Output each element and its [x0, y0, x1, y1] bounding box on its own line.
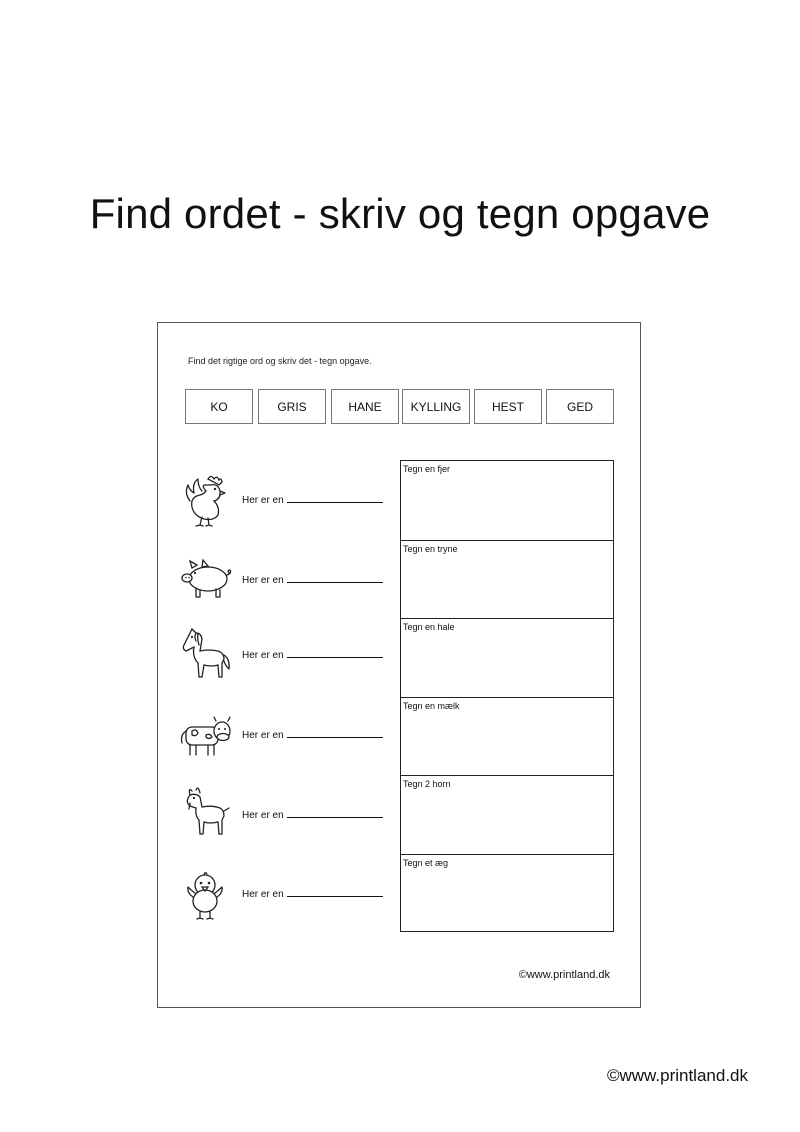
- draw-task-label: Tegn en fjer: [403, 464, 451, 474]
- worksheet-instruction: Find det rigtige ord og skriv det - tegn opgave.: [188, 356, 372, 366]
- page-title: Find ordet - skriv og tegn opgave: [89, 190, 711, 237]
- draw-task-label: Tegn en hale: [403, 622, 455, 632]
- draw-task-label: Tegn en tryne: [403, 543, 458, 554]
- rooster-icon: [178, 471, 234, 527]
- draw-task-label: Tegn 2 horn: [403, 779, 451, 789]
- worksheet-credit: ©www.printland.dk: [518, 969, 610, 981]
- draw-box-horns[interactable]: [401, 775, 613, 854]
- page-credit: ©www.printland.dk: [606, 1066, 748, 1085]
- cow-icon: [178, 707, 234, 763]
- draw-box-milk[interactable]: [401, 697, 613, 776]
- worksheet-preview: [157, 322, 641, 1008]
- draw-box-egg[interactable]: [401, 854, 613, 933]
- answer-row-5[interactable]: Her er en: [242, 808, 383, 821]
- answer-row-2[interactable]: Her er en: [242, 573, 383, 586]
- answer-row-1[interactable]: Her er en: [242, 493, 383, 506]
- answer-blank[interactable]: [287, 808, 383, 818]
- pig-icon: [178, 551, 234, 607]
- draw-box-snout[interactable]: [401, 540, 613, 619]
- draw-task-label: Tegn en mælk: [403, 700, 460, 711]
- answer-blank[interactable]: [287, 493, 383, 503]
- answer-row-3[interactable]: Her er en: [242, 648, 383, 661]
- word-box-hane: HANE: [331, 389, 399, 424]
- draw-task-grid: [400, 460, 614, 932]
- answer-blank[interactable]: [287, 573, 383, 583]
- word-box-hest: HEST: [474, 389, 542, 424]
- draw-task-label: Tegn et æg: [403, 857, 449, 868]
- goat-icon: [178, 785, 234, 841]
- word-box-kylling: KYLLING: [402, 389, 470, 424]
- draw-box-feather[interactable]: [401, 461, 613, 540]
- horse-icon: [178, 625, 234, 681]
- answer-blank[interactable]: [287, 887, 383, 897]
- chick-icon: [178, 865, 234, 921]
- draw-box-tail[interactable]: [401, 618, 613, 697]
- answer-blank[interactable]: [287, 648, 383, 658]
- word-box-ged: GED: [546, 389, 614, 424]
- answer-blank[interactable]: [287, 728, 383, 738]
- answer-row-6[interactable]: Her er en: [242, 887, 383, 900]
- word-box-ko: KO: [185, 389, 253, 424]
- word-box-gris: GRIS: [258, 389, 326, 424]
- answer-row-4[interactable]: Her er en: [242, 728, 383, 741]
